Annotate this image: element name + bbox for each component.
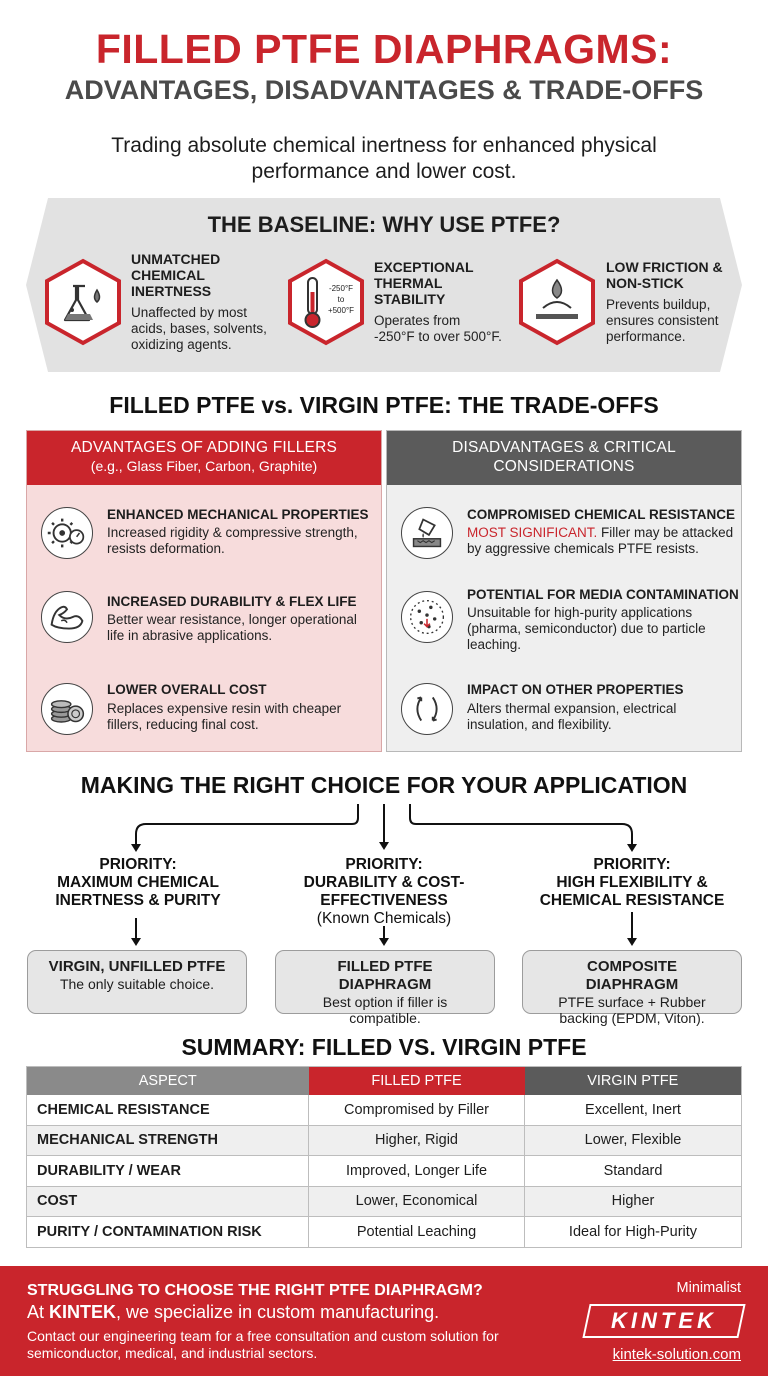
footer-intro-suffix: , we specialize in custom manufacturing. bbox=[116, 1302, 440, 1322]
page-tagline: Trading absolute chemical inertness for enhanced physical performance and lower cost. bbox=[111, 134, 657, 183]
table-cell-virgin: Higher bbox=[525, 1186, 742, 1217]
priority-line: DURABILITY & COST- bbox=[303, 874, 465, 891]
priority-purity bbox=[38, 856, 238, 910]
table-cell-filled: Compromised by Filler bbox=[309, 1095, 525, 1126]
advantage-desc-cost: Replaces expensive resin with cheaper fillers, reducing final cost. bbox=[107, 701, 342, 732]
footer-intro bbox=[27, 1302, 439, 1323]
coins-icon bbox=[41, 683, 93, 735]
table-cell-filled: Higher, Rigid bbox=[309, 1125, 525, 1156]
table-cell-filled: Lower, Economical bbox=[309, 1186, 525, 1217]
disadvantages-heading: DISADVANTAGES & CRITICAL CONSIDERATIONS bbox=[452, 439, 676, 475]
baseline-heading-thermal: EXCEPTIONAL THERMAL STABILITY bbox=[374, 259, 474, 307]
svg-text:+500°F: +500°F bbox=[327, 306, 355, 315]
baseline-desc-inertness: Unaffected by most acids, bases, solvents, oxidizing agents. bbox=[131, 305, 267, 352]
baseline-desc-friction: Prevents buildup, ensures consistent performance. bbox=[606, 297, 719, 344]
baseline-desc-thermal: Operates from -250°F to over 500°F. bbox=[374, 313, 502, 344]
table-cell-aspect: PURITY / CONTAMINATION RISK bbox=[27, 1217, 309, 1248]
gear-gauge-icon bbox=[41, 507, 93, 559]
advantage-desc-mechanical: Increased rigidity & compressive strength, resists deformation. bbox=[107, 525, 358, 556]
disadvantage-desc-contamination: Unsuitable for high-purity applications (pharma, semiconductor) due to particle leaching. bbox=[467, 605, 706, 652]
table-cell-virgin: Excellent, Inert bbox=[525, 1095, 742, 1126]
priority-label: PRIORITY: bbox=[345, 856, 423, 873]
result-desc: Best option if filler is compatible. bbox=[322, 994, 448, 1026]
footer-intro-prefix: At bbox=[27, 1302, 50, 1322]
priority-note: (Known Chemicals) bbox=[316, 910, 452, 927]
footer-headline: STRUGGLING TO CHOOSE THE RIGHT PTFE DIAPHRAGM? bbox=[27, 1282, 483, 1299]
tradeoffs-title: FILLED PTFE vs. VIRGIN PTFE: THE TRADE-OFFS bbox=[109, 392, 659, 418]
table-row bbox=[27, 1186, 742, 1217]
expansion-arrows-icon bbox=[401, 683, 453, 735]
priority-label: PRIORITY: bbox=[593, 856, 671, 873]
table-cell-aspect: CHEMICAL RESISTANCE bbox=[27, 1095, 309, 1126]
flexed-arm-icon bbox=[41, 591, 93, 643]
footer-banner bbox=[0, 1266, 768, 1376]
advantage-desc-durability: Better wear resistance, longer operational life in abrasive applications. bbox=[107, 612, 357, 643]
thermometer-icon bbox=[287, 258, 365, 346]
footer-brand: KINTEK bbox=[49, 1302, 117, 1322]
table-cell-filled: Improved, Longer Life bbox=[309, 1156, 525, 1187]
drop-surface-icon bbox=[518, 258, 596, 346]
advantages-panel bbox=[26, 430, 382, 752]
choice-title: MAKING THE RIGHT CHOICE FOR YOUR APPLICATION bbox=[80, 772, 688, 798]
advantage-heading-cost: LOWER OVERALL COST bbox=[107, 682, 267, 697]
priority-line: MAXIMUM CHEMICAL bbox=[57, 874, 219, 891]
footer-tagline: Minimalist bbox=[676, 1280, 741, 1296]
priority-line: INERTNESS & PURITY bbox=[55, 892, 221, 909]
kintek-logo-text: KINTEK bbox=[611, 1308, 717, 1333]
table-cell-virgin: Lower, Flexible bbox=[525, 1125, 742, 1156]
priority-flexibility bbox=[522, 856, 742, 910]
priority-line: HIGH FLEXIBILITY & bbox=[556, 874, 708, 891]
priority-line: CHEMICAL RESISTANCE bbox=[539, 892, 725, 909]
result-composite bbox=[522, 950, 742, 1026]
table-row bbox=[27, 1095, 742, 1126]
advantages-subheading: (e.g., Glass Fiber, Carbon, Graphite) bbox=[90, 458, 318, 474]
disadvantage-desc-chemical-text: Filler may be attacked by aggressive chemicals PTFE resists. bbox=[467, 525, 734, 556]
page-title: FILLED PTFE DIAPHRAGMS: bbox=[95, 26, 673, 72]
advantage-heading-mechanical: ENHANCED MECHANICAL PROPERTIES bbox=[107, 507, 369, 522]
baseline-heading-inertness: UNMATCHED CHEMICAL INERTNESS bbox=[131, 251, 221, 299]
table-row bbox=[27, 1156, 742, 1187]
flask-drop-icon bbox=[44, 258, 122, 346]
chemical-attack-icon bbox=[401, 507, 453, 559]
advantages-heading: ADVANTAGES OF ADDING FILLERS bbox=[71, 439, 337, 456]
priority-label: PRIORITY: bbox=[99, 856, 177, 873]
footer-body: Contact our engineering team for a free consultation and custom solution for semiconductor, medical, and industrial sectors. bbox=[27, 1328, 499, 1361]
result-title: VIRGIN, UNFILLED PTFE bbox=[48, 958, 226, 975]
column-header-aspect: ASPECT bbox=[27, 1067, 309, 1095]
priority-line: EFFECTIVENESS bbox=[320, 892, 448, 909]
footer-website-link[interactable]: kintek-solution.com bbox=[612, 1346, 741, 1363]
page-subtitle-heading: ADVANTAGES, DISADVANTAGES & TRADE-OFFS bbox=[64, 75, 704, 105]
disadvantages-panel bbox=[386, 430, 742, 752]
summary-title: SUMMARY: FILLED VS. VIRGIN PTFE bbox=[181, 1034, 587, 1060]
result-title: COMPOSITE DIAPHRAGM bbox=[585, 958, 679, 993]
disadvantage-heading-other: IMPACT ON OTHER PROPERTIES bbox=[467, 682, 684, 697]
result-desc: The only suitable choice. bbox=[59, 976, 215, 992]
particle-leach-icon bbox=[401, 591, 453, 643]
result-virgin bbox=[27, 950, 247, 1014]
table-cell-virgin: Ideal for High-Purity bbox=[525, 1217, 742, 1248]
disadvantage-desc-other: Alters thermal expansion, electrical insulation, and flexibility. bbox=[467, 701, 677, 732]
priority-durability bbox=[284, 856, 484, 928]
svg-text:to: to bbox=[337, 295, 345, 304]
disadvantage-heading-chemical: COMPROMISED CHEMICAL RESISTANCE bbox=[467, 507, 736, 522]
disadvantage-desc-chemical bbox=[467, 525, 737, 557]
table-header-row bbox=[27, 1067, 742, 1095]
disadvantage-heading-contamination: POTENTIAL FOR MEDIA CONTAMINATION bbox=[467, 587, 739, 602]
disadvantages-header bbox=[387, 431, 741, 485]
table-cell-filled: Potential Leaching bbox=[309, 1217, 525, 1248]
table-row bbox=[27, 1217, 742, 1248]
result-filled bbox=[275, 950, 495, 1026]
warning-label: MOST SIGNIFICANT. bbox=[467, 525, 598, 540]
table-cell-aspect: MECHANICAL STRENGTH bbox=[27, 1125, 309, 1156]
advantages-header bbox=[27, 431, 381, 485]
svg-text:-250°F: -250°F bbox=[328, 284, 354, 293]
table-cell-aspect: DURABILITY / WEAR bbox=[27, 1156, 309, 1187]
advantage-heading-durability: INCREASED DURABILITY & FLEX LIFE bbox=[107, 594, 357, 609]
column-header-filled: FILLED PTFE bbox=[309, 1067, 525, 1095]
baseline-heading-friction: LOW FRICTION & NON-STICK bbox=[606, 259, 723, 291]
baseline-title: THE BASELINE: WHY USE PTFE? bbox=[207, 212, 561, 237]
kintek-logo bbox=[582, 1304, 745, 1338]
column-header-virgin: VIRGIN PTFE bbox=[525, 1067, 742, 1095]
summary-table bbox=[26, 1066, 742, 1248]
table-cell-aspect: COST bbox=[27, 1186, 309, 1217]
table-cell-virgin: Standard bbox=[525, 1156, 742, 1187]
result-title: FILLED PTFE DIAPHRAGM bbox=[337, 958, 433, 993]
table-row bbox=[27, 1125, 742, 1156]
result-desc: PTFE surface + Rubber backing (EPDM, Viton). bbox=[558, 994, 706, 1026]
